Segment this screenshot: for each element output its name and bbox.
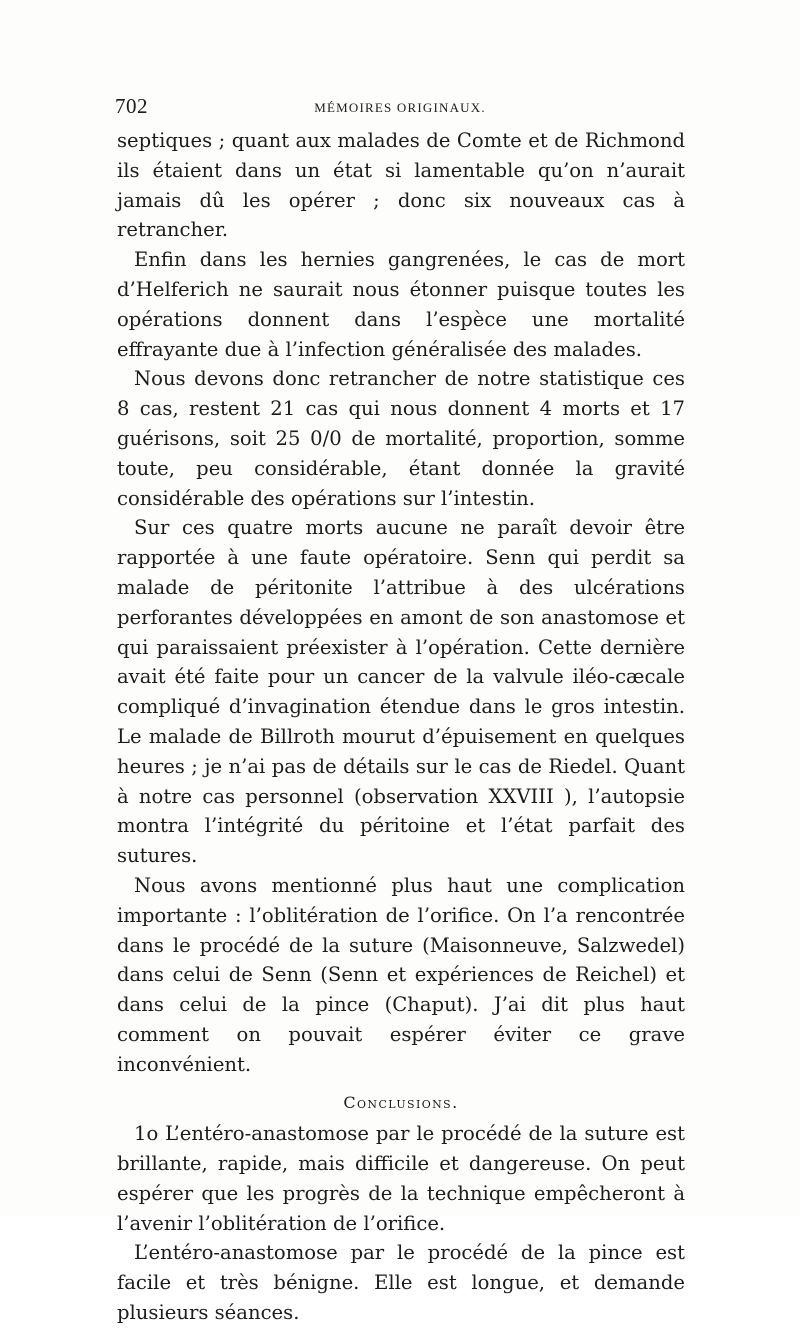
section-heading: Conclusions.	[343, 1092, 459, 1112]
body-text	[117, 126, 685, 1328]
paragraph: septiques ; quant aux malades de Comte et de Richmond ils étaient dans un état si lamentable qu’on n’aurait jamais dû les opérer ; donc six nouveaux cas à retrancher.	[117, 129, 685, 242]
paragraph: Nous avons mentionné plus haut une complication importante : l’oblitération de l’orifice. On l’a rencontrée dans le procédé de la suture (Maisonneuve, Salzwedel) dans celui de Senn (Senn et expériences de Reichel) et dans celui de la pince (Chaput). J’ai dit plus haut comment on pouvait espérer éviter ce grave inconvénient.	[117, 873, 685, 1076]
running-title: MÉMOIRES ORIGINAUX.	[314, 100, 486, 115]
paragraph: Sur ces quatre morts aucune ne paraît devoir être rapportée à une faute opératoire. Senn qui perdit sa malade de péritonite l’attribue à des ulcérations perforantes développées en amont de son anastomose et qui paraissaient préexister à l’opération. Cette dernière avait été faite pour un cancer de la valvule iléo-cæcale compliqué d’invagination étendue dans le gros intestin. Le malade de Billroth mourut d’épuisement en quelques heures ; je n’ai pas de détails sur le cas de Riedel. Quant à notre cas personnel (observation XXVIII ), l’autopsie montra l’intégrité du péritoine et l’état parfait des sutures.	[117, 516, 685, 868]
page-number: 702	[115, 94, 148, 118]
paragraph: Enfin dans les hernies gangrenées, le cas de mort d’Helferich ne saurait nous étonner puisque toutes les opérations donnent dans l’espèce une mortalité effrayante due à l’infection généralisée des malades.	[117, 248, 685, 361]
conclusion-paragraph: L’entéro-anastomose par le procédé de la pince est facile et très bénigne. Elle est longue, et demande plusieurs séances.	[117, 1241, 685, 1325]
paragraph: Nous devons donc retrancher de notre statistique ces 8 cas, restent 21 cas qui nous donnent 4 morts et 17 guérisons, soit 25 0/0 de mortalité, proportion, somme toute, peu considérable, étant donnée la gravité considérable des opérations sur l’intestin.	[117, 367, 685, 510]
page-header	[115, 94, 685, 122]
conclusion-paragraph: 1o L’entéro-anastomose par le procédé de la suture est brillante, rapide, mais difficile et dangereuse. On peut espérer que les progrès de la technique empêcheront à l’avenir l’oblitération de l’orifice.	[117, 1122, 685, 1235]
